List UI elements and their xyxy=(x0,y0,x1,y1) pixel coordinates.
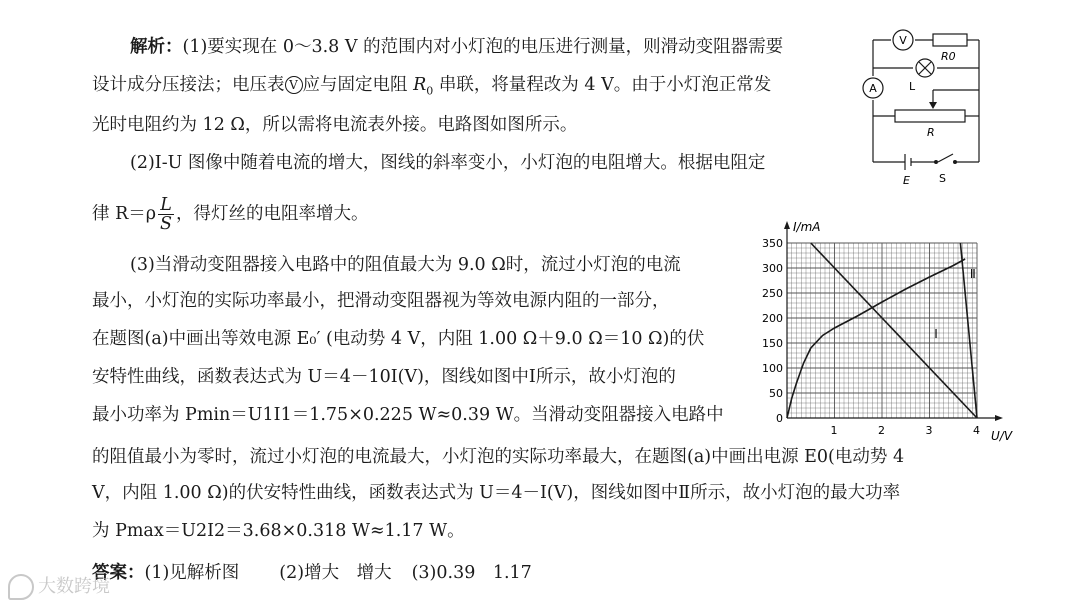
analysis-line-3: 光时电阻约为 12 Ω，所以需将电流表外接。电路图如图所示。 xyxy=(92,115,578,135)
y-tick-label: 300 xyxy=(762,262,783,275)
chart-grid xyxy=(787,243,977,418)
watermark xyxy=(8,572,110,600)
series-label-II: Ⅱ xyxy=(969,267,976,281)
x-tick-label: 1 xyxy=(830,424,838,437)
analysis-line-8: 在题图(a)中画出等效电源 E₀′ (电动势 4 V，内阻 1.00 Ω＋9.0 Ω＝10 Ω)的伏 xyxy=(92,329,705,349)
series-line-2 xyxy=(811,243,977,418)
switch-label: S xyxy=(939,172,946,185)
analysis-line-9: 安特性曲线，函数表达式为 U＝4－10I(V)，图线如图中Ⅰ所示，故小灯泡的 xyxy=(92,367,676,387)
analysis-line-6: (3)当滑动变阻器接入电路中的阻值最大为 9.0 Ω时，流过小灯泡的电流 xyxy=(130,255,681,275)
x-tick-label: 2 xyxy=(878,424,885,437)
analysis-line-12: V，内阻 1.00 Ω)的伏安特性曲线，函数表达式为 U＝4－I(V)，图线如图中Ⅱ所示，故小灯泡的最大功率 xyxy=(92,483,901,503)
chart-labels xyxy=(762,220,1013,443)
answer-label: 答案： xyxy=(92,563,145,583)
y-tick-label: 350 xyxy=(762,237,783,250)
answer-1: (1)见解析图 xyxy=(144,563,240,583)
source-label: E xyxy=(903,174,910,187)
analysis-line-5: 律 R＝ρ $\frac{L}{S}$ ，得灯丝的电阻率增大。 xyxy=(92,195,369,234)
voltmeter-label: V xyxy=(899,34,907,47)
y-tick-label: 250 xyxy=(762,287,783,300)
circuit-diagram xyxy=(855,22,1005,192)
series-label-I: Ⅰ xyxy=(934,327,938,341)
analysis-label: 解析： xyxy=(130,37,183,57)
r0-label: R0 xyxy=(941,50,956,63)
analysis-line-13: 为 Pmax＝U2I2＝3.68×0.318 W≈1.17 W。 xyxy=(92,521,465,541)
lamp-label: L xyxy=(909,80,916,93)
y-axis-arrow xyxy=(784,221,790,229)
analysis-line-11: 的阻值最小为零时，流过小灯泡的电流最大，小灯泡的实际功率最大，在题图(a)中画出电源 E0(电动势 4 xyxy=(92,447,905,467)
y-tick-label: 100 xyxy=(762,362,783,375)
x-tick-label: 4 xyxy=(973,424,980,437)
answer-3: (3)0.39 1.17 xyxy=(411,563,532,583)
y-tick-label: 0 xyxy=(776,412,783,425)
answer-2: (2)增大 增大 xyxy=(279,563,392,583)
analysis-line-4: (2)I-U 图像中随着电流的增大，图线的斜率变小，小灯泡的电阻增大。根据电阻定 xyxy=(130,153,766,173)
rheostat-label: R xyxy=(927,126,935,139)
x-axis-arrow xyxy=(995,415,1003,421)
watermark-logo-icon xyxy=(8,574,34,600)
answer-line xyxy=(92,560,532,586)
watermark-text: 大数跨境 xyxy=(38,576,110,597)
y-tick-label: 200 xyxy=(762,312,783,325)
x-axis-label: U/V xyxy=(991,429,1013,443)
iu-chart xyxy=(745,218,1025,448)
voltmeter-symbol: V xyxy=(285,76,303,94)
y-axis-label: I/mA xyxy=(793,220,821,234)
y-tick-label: 150 xyxy=(762,337,783,350)
analysis-line-10: 最小功率为 Pmin＝U1I1＝1.75×0.225 W≈0.39 W。当滑动变阻器接入电路中 xyxy=(92,405,724,425)
analysis-line-7: 最小，小灯泡的实际功率最小，把滑动变阻器视为等效电源内阻的一部分， xyxy=(92,291,670,311)
fraction-l-over-s: $\frac{L}{S}$ xyxy=(160,195,173,234)
x-tick-label: 3 xyxy=(925,424,933,437)
analysis-text: (1)要实现在 0～3.8 V 的范围内对小灯泡的电压进行测量，则滑动变阻器需要 xyxy=(182,37,784,57)
analysis-line-1 xyxy=(130,34,783,60)
y-tick-label: 50 xyxy=(769,387,783,400)
ammeter-label: A xyxy=(869,82,877,95)
analysis-line-2: 设计成分压接法；电压表 V 应与固定电阻 $R_0$ 串联，将量程改为 4 V。由于小灯泡正常发 xyxy=(92,75,772,98)
chart-axes xyxy=(784,221,1003,421)
